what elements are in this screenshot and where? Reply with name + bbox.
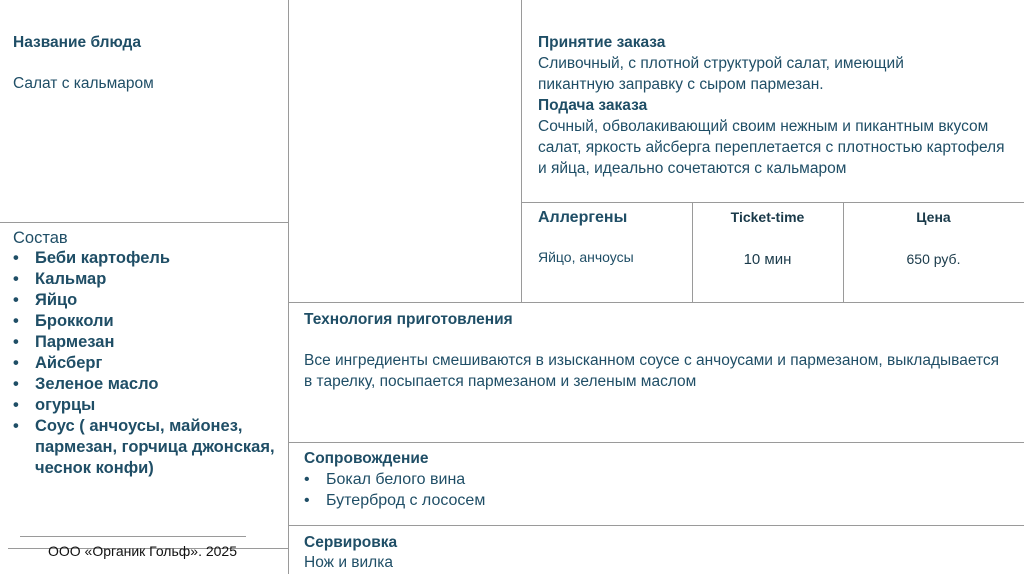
horizontal-divider-accompaniment	[288, 442, 1024, 443]
list-item: • Соус ( анчоусы, майонез, пармезан, горчица джонская, чеснок конфи)	[13, 416, 278, 479]
accompaniment-list	[304, 469, 904, 511]
dish-name-value: Салат с кальмаром	[13, 75, 154, 92]
ticket-time-label: Ticket-time	[730, 209, 805, 225]
price-label: Цена	[916, 209, 951, 225]
order-serve-label: Подача заказа	[538, 97, 648, 114]
dish-name-label: Название блюда	[13, 34, 141, 51]
order-accept-label: Принятие заказа	[538, 34, 666, 51]
ticket-time-value: 10 мин	[743, 251, 792, 268]
list-item: • Бутерброд с лососем	[304, 490, 904, 511]
list-item: • Зеленое масло	[13, 374, 278, 395]
composition-label: Состав	[13, 229, 68, 247]
list-item: • огурцы	[13, 395, 278, 416]
technology-text: Все ингредиенты смешиваются в изысканном соусе с анчоусами и пармезаном, выкладывается в тарелку, посыпается пармезаном и зеленым маслом	[304, 352, 1000, 390]
horizontal-divider-technology	[288, 302, 1024, 303]
horizontal-divider-composition	[0, 222, 289, 223]
footer-rule-1	[20, 536, 246, 537]
order-serve-text: Сочный, обволакивающий своим нежным и пикантным вкусом салат, яркость айсберга переплетается с плотностью картофеля и яйца, идеально сочетаются с кальмаром	[538, 118, 1005, 177]
allergens-value: Яйцо, анчоусы	[538, 249, 634, 265]
accompaniment-label: Сопровождение	[304, 450, 429, 467]
allergens-label: Аллергены	[538, 209, 628, 226]
vertical-divider-left	[288, 0, 289, 574]
list-item: • Яйцо	[13, 290, 278, 311]
list-item: • Кальмар	[13, 269, 278, 290]
list-item: • Беби картофель	[13, 248, 278, 269]
order-accept-text: Сливочный, с плотной структурой салат, имеющий пикантную заправку с сыром пармезан.	[538, 55, 904, 93]
list-item: • Брокколи	[13, 311, 278, 332]
technology-label: Технология приготовления	[304, 311, 513, 328]
horizontal-divider-allergens	[521, 202, 1024, 203]
list-item: • Айсберг	[13, 353, 278, 374]
serving-label: Сервировка	[304, 534, 398, 551]
serving-value: Нож и вилка	[304, 554, 393, 571]
horizontal-divider-serving	[288, 525, 1024, 526]
ingredient-list	[13, 248, 278, 479]
footer-company: ООО «Органик Гольф». 2025	[48, 543, 237, 559]
vertical-divider-middle	[521, 0, 522, 303]
list-item: • Пармезан	[13, 332, 278, 353]
list-item: • Бокал белого вина	[304, 469, 904, 490]
price-value: 650 руб.	[906, 251, 961, 267]
